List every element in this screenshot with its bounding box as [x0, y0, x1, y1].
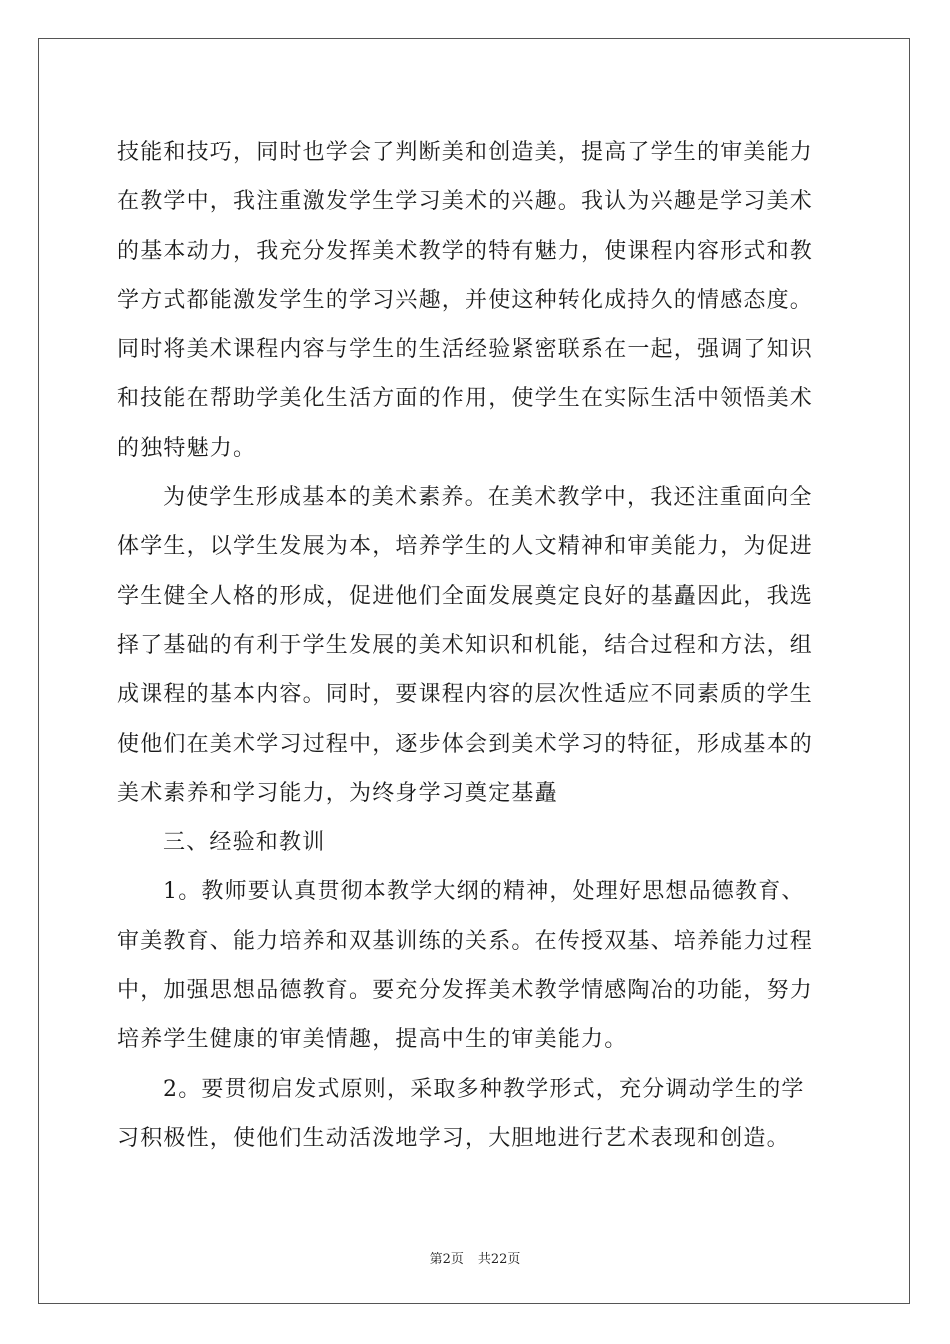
paragraph-start-line: 2。要贯彻启发式原则，采取多种教学形式，充分调动学生的学: [163, 1076, 805, 1102]
text-line: 同时将美术课程内容与学生的生活经验紧密联系在一起，强调了知识: [117, 337, 814, 363]
text-line: 使他们在美术学习过程中，逐步体会到美术学习的特征，形成基本的: [117, 731, 814, 757]
text-line: 在教学中，我注重激发学生学习美术的兴趣。我认为兴趣是学习美术: [117, 189, 814, 215]
page-footer: [0, 1248, 950, 1267]
text-line: 习积极性，使他们生动活泼地学习，大胆地进行艺术表现和创造。: [117, 1125, 790, 1151]
text-line: 审美教育、能力培养和双基训练的关系。在传授双基、培养能力过程: [117, 928, 814, 954]
text-line: 成课程的基本内容。同时，要课程内容的层次性适应不同素质的学生: [117, 682, 814, 708]
text-line: 美术素养和学习能力，为终身学习奠定基矗: [117, 780, 558, 806]
text-line: 学方式都能激发学生的学习兴趣，并使这种转化成持久的情感态度。: [117, 287, 814, 313]
page-number: 第2页: [429, 1252, 464, 1267]
paragraph-start-line: 1。教师要认真贯彻本教学大纲的精神，处理好思想品德教育、: [163, 879, 805, 905]
text-line: 体学生，以学生发展为本，培养学生的人文精神和审美能力，为促进: [117, 534, 814, 560]
text-line: 的独特魅力。: [117, 435, 257, 461]
page-total: 共22页: [477, 1252, 521, 1267]
section-heading: 三、经验和教训: [163, 830, 326, 856]
text-line: 的基本动力，我充分发挥美术教学的特有魅力，使课程内容形式和教: [117, 238, 814, 264]
text-line: 培养学生健康的审美情趣，提高中生的审美能力。: [117, 1027, 628, 1053]
text-line: 中，加强思想品德教育。要充分发挥美术教学情感陶冶的功能，努力: [117, 978, 814, 1004]
text-line: 和技能在帮助学美化生活方面的作用，使学生在实际生活中领悟美术: [117, 386, 814, 412]
document-body: [117, 128, 837, 1163]
text-line: 择了基础的有利于学生发展的美术知识和机能，结合过程和方法，组: [117, 632, 814, 658]
paragraph-start-line: 为使学生形成基本的美术素养。在美术教学中，我还注重面向全: [163, 485, 813, 511]
text-line: 技能和技巧，同时也学会了判断美和创造美，提高了学生的审美能力: [117, 140, 814, 165]
text-line: 学生健全人格的形成，促进他们全面发展奠定良好的基矗因此，我选: [117, 583, 814, 609]
